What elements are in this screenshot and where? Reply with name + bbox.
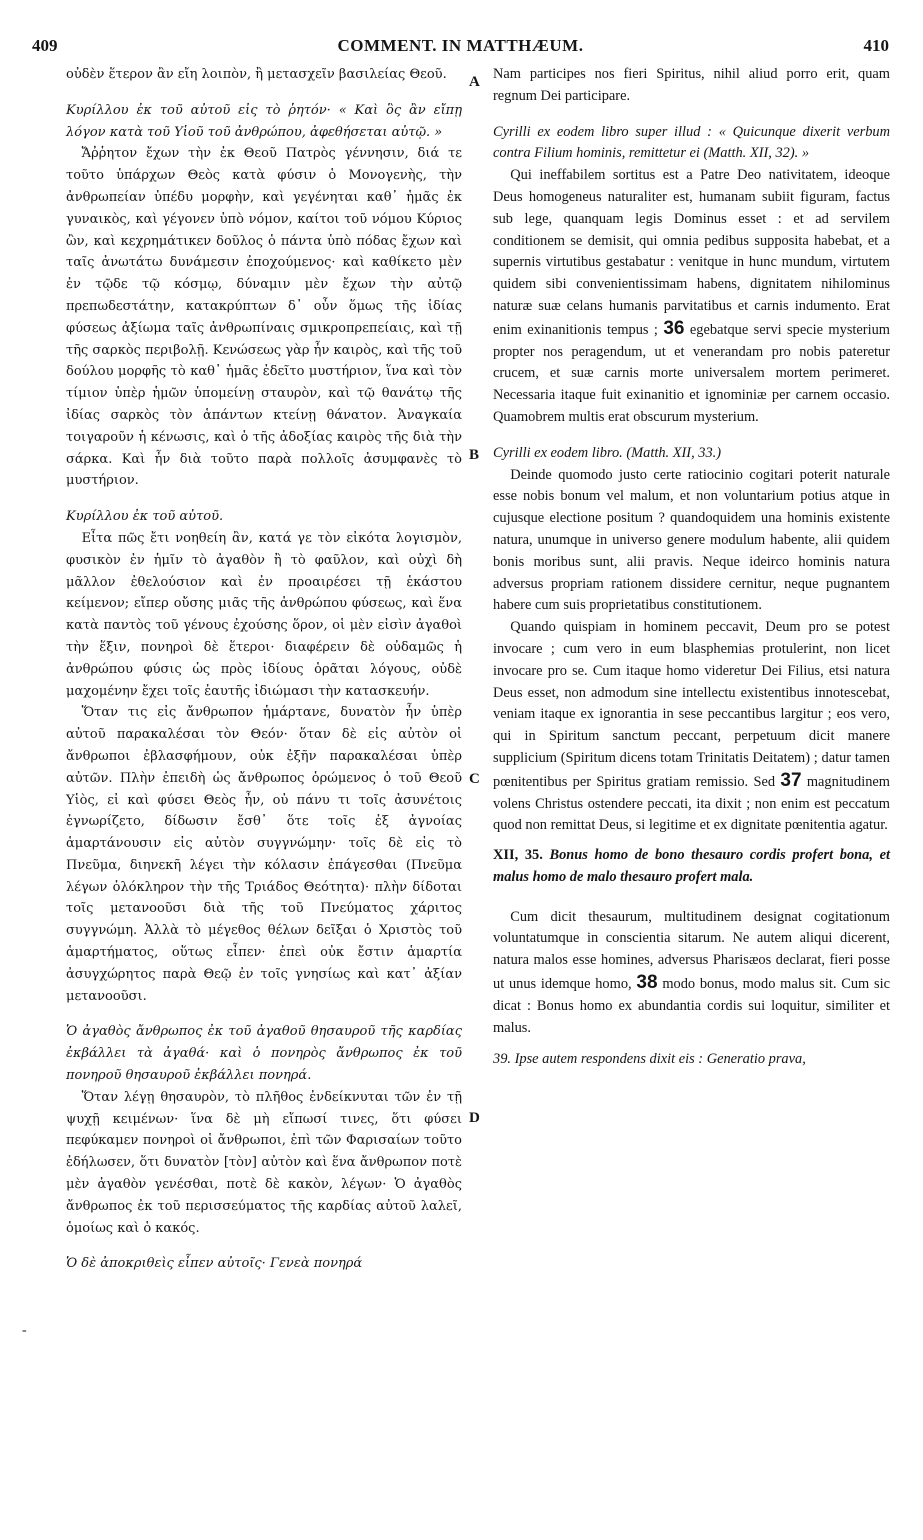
margin-letter: C — [469, 771, 480, 787]
latin-paragraph: Quando quispiam in hominem peccavit, Deum pro se potest invocare ; cum vero in eum blasphemias protulerint, non licet invocare pro se. Cum itaque homo videretur Dei Filius, etsi natura Deus esset, non admodum sine intellectu existentibus innotescebat, veniam itaque ex ignorantia in sese peccantibus largitur ; eos vero, qui in Spiritum sanctum peccant, perpetuum dicit manere supplicium (Spiritum dicens totam Trinitatis Deitatem) ; datur tamen pœnitentibus per Spiritus gratiam remissio. Sed 37 magnitudinem volens Christus ostendere peccati, ita dixit ; non enim est peccatum quod non remittat Deus, si legitime et ex dignitate pœnitentia agatur. — [493, 619, 890, 834]
latin-heading: 39. Ipse autem respondens dixit eis : Generatio prava, — [493, 1051, 806, 1068]
running-header — [32, 36, 889, 64]
margin-letter: B — [469, 447, 480, 463]
greek-heading: Κυρίλλου ἐκ τοῦ αὐτοῦ εἰς τὸ ῥητόν· « Καὶ ὃς ἂν εἴπῃ λόγον κατὰ τοῦ Υἱοῦ τοῦ ἀνθρώπου, ἀφεθήσεται αὐτῷ. » — [66, 102, 462, 140]
greek-paragraph: Ὅταν τις εἰς ἄνθρωπον ἡμάρτανε, δυνατὸν ἦν ὑπὲρ αὐτοῦ παρακαλέσαι τὸν Θεόν· ὅταν δὲ εἰς αὐτὸν οἱ ἄνθρωποι ἐβλασφήμουν, οὐκ ἐξῆν παρακαλέσαι ὑπὲρ αὐτῶν. Πλὴν ἐπειδὴ ὡς ἄνθρωπος ὁρώμενος ὁ τοῦ Θεοῦ Υἱὸς, εἰ καὶ φύσει Θεὸς ἦν, οὐ πάνυ τι τοῖς ἀσυνέτοις ἐγνωρίζετο, δίδωσιν ἔσθ᾽ ὅτε τοῖς ἐξ ἀγνοίας ἁμαρτάνουσιν εἰς αὐτὸν συγγνώμην· τοῖς δὲ εἰς τὸ Πνεῦμα, διηνεκῆ λέγει τὴν κόλασιν ἐπάγεσθαι (Πνεῦμα λέγων ὁλόκληρον τὴν τῆς Τριάδος Θεότητα)· πλὴν δίδοται τοῖς μετανοοῦσι διὰ τῆς τοῦ Πνεύματος χάριτος συγγνώμη. Ἀλλὰ τὸ μέγεθος θέλων δεῖξαι ὁ Χριστὸς τοῦ ἁμαρτήματος, οὕτως εἶπεν· ἐπεὶ οὐκ ἔστιν ἁμαρτία ἀσυγχώρητος παρὰ Θεῷ ἐν τοῖς γνησίως καὶ κατ᾽ ἀξίαν μετανοοῦσι. — [66, 705, 462, 1004]
margin-letter: A — [469, 74, 480, 90]
greek-column — [66, 64, 462, 1275]
latin-heading: Cyrilli ex eodem libro super illud : « Quicunque dixerit verbum contra Filium hominis, remittetur ei (Matth. XII, 32). » — [493, 123, 890, 162]
greek-paragraph: Ὅταν λέγῃ θησαυρὸν, τὸ πλῆθος ἐνδείκνυται τῶν ἐν τῇ ψυχῇ κειμένων· ἵνα δὲ μὴ εἴπωσί τινες, ὅτι φύσει πεφύκαμεν πονηροὶ οἱ ἄνθρωποι, ἐπὶ τῶν Φαρισαίων τοῦτο ἐδήλωσεν, ὅτι δυνατὸν [τὸν] αὐτὸν καὶ ἕνα ἄνθρωπον ποτὲ μὲν ἀγαθὸν γενέσθαι, ποτὲ δὲ κακὸν, λέγων· Ὁ ἀγαθὸς ἄνθρωπος ἐκ τοῦ περισσεύματος τῆς καρδίας αὐτοῦ λαλεῖ, ὁμοίως καὶ ὁ κακός. — [66, 1089, 462, 1236]
latin-lemma: XII, 35. Bonus homo de bono thesauro cordis profert bona, et malus homo de malo thesauro profert mala. — [493, 847, 890, 885]
greek-heading: Κυρίλλου ἐκ τοῦ αὐτοῦ. — [66, 509, 224, 525]
margin-letter: D — [469, 1110, 480, 1126]
latin-paragraph: Deinde quomodo justo certe ratiocinio cogitari poterit naturale esse nobis bonum vel malum, et non voluntarium potius atque in cujusque electione positum ? quandoquidem una hominis existente natura, unumque in universo genere modulum habente, alii quidem bonis moribus sunt, alii pravis. Neque ideirco hominis natura adversus propriam rationem dissidere cernitur, neque pugnantem habere cum suis proprietatibus constitutionem. — [493, 466, 890, 614]
latin-paragraph: Qui ineffabilem sortitus est a Patre Deo nativitatem, ideoque Deus homogeneus naturaliter est, humanam subiit figuram, factus sub lege, quanquam legis Dominus esset : et ad servilem conditionem se demisit, qui omnia pedibus supposita habebat, et a supernis virtutibus gestabatur : venitque in hunc mundum, virtutem quidem sibi convenientissimam habens, dignitatem nihilominus naturæ suæ celans humanis parvitatibus et carnis indumento. Erat enim exinanitionis tempus ; 36 egebatque servi specie mysterium propter nos peragendum, ut et venerandam pro nobis pateretur crucem, et suæ carnis morte universalem mortem perimeret. Necessaria itaque fuit exinanitio et ignominiæ per carnem occasio. Quamobrem multis erat obscurum mysterium. — [493, 167, 890, 425]
greek-heading: Ὁ ἀγαθὸς ἄνθρωπος ἐκ τοῦ ἀγαθοῦ θησαυροῦ τῆς καρδίας ἐκβάλλει τὰ ἀγαθά· καὶ ὁ πονηρὸς ἄνθρωπος ἐκ τοῦ πονηροῦ θησαυροῦ ἐκβάλλει πονηρά. — [66, 1024, 462, 1084]
page-number-right: 410 — [863, 36, 889, 55]
greek-paragraph: οὐδὲν ἕτερον ἂν εἴη λοιπὸν, ἢ μετασχεῖν βασιλείας Θεοῦ. — [66, 67, 447, 82]
latin-paragraph: Nam participes nos fieri Spiritus, nihil aliud porro erit, quam regnum Dei participare. — [493, 66, 890, 104]
greek-paragraph: Ἄῤῥητον ἔχων τὴν ἐκ Θεοῦ Πατρὸς γέννησιν, διά τε τοῦτο ὑπάρχων Θεὸς κατὰ φύσιν ὁ Μονογενὴς, τὴν ἀνθρωπείαν ὑπέδυ μορφὴν, καὶ γεγένηται καθ᾽ ἡμᾶς ἐκ γυναικὸς, καὶ γέγονεν ὑπὸ νόμον, καίτοι τοῦ νόμου Κύριος ὢν, καὶ κεχρημάτικεν δοῦλος ὁ πάντα ὑπὸ πόδας ἔχων καὶ ταῖς ἀνωτάτω δυνάμεσιν ἐποχούμενος· καὶ καθίκετο μὲν ἐν τῷδε τῷ κόσμῳ, δύναμιν μὲν ἔχων τὴν αὐτῷ πρεπωδεστάτην, κατακρύπτων δ᾽ οὖν ὅμως τῆς ἰδίας φύσεως ἀξίωμα ταῖς ἀνθρωπίναις σμικροπρεπείαις, καὶ τῇ τῆς σαρκὸς περιβολῇ. Κενώσεως γὰρ ἦν καιρὸς, καὶ τῆς τοῦ δούλου μορφῆς τὸ καθ᾽ ἡμᾶς ἐδεῖτο μυστήριον, ἵνα καὶ τὸν τίμιον ὑπὲρ ἡμῶν ὑπομείνῃ σταυρὸν, καὶ τῷ θανάτῳ τῆς ἰδίας σαρκὸς τὸν ἁπάντων κτείνῃ θάνατον. Ἀναγκαία τοιγαροῦν ἡ κένωσις, καὶ ὁ τῆς ἀδοξίας καιρὸς τῆς διὰ τὴν σάρκα. Καὶ ἦν διὰ τοῦτο παρὰ πολλοῖς ἀσυμφανὲς τὸ μυστήριον. — [66, 146, 462, 489]
latin-column — [493, 64, 890, 1071]
greek-paragraph: Εἶτα πῶς ἔτι νοηθείη ἂν, κατά γε τὸν εἰκότα λογισμὸν, φυσικὸν ἐν ἡμῖν τὸ ἀγαθὸν ἢ τὸ φαῦλον, καὶ οὐχὶ δὴ μᾶλλον ἐθελούσιον καὶ ἐν προαιρέσει τῇ ἑκάστου κείμενον; εἴπερ οὔσης μιᾶς τῆς ἀνθρώπου φύσεως, καὶ ἕνα κατὰ παντὸς τοῦ γένους ἐχούσης ὅρον, οἱ μὲν εἰσὶν ἀγαθοὶ τὴν ἕξιν, πονηροὶ δὲ ἕτεροι· διαφέρειν δὲ οὐδαμῶς ἡ ἀνθρώπου φύσις ὡς πρὸς ἰδίους ὁρᾶται λόγους, οὐδὲ μαχομένην ἔχει τοῖς ἑαυτῆς ἰδιώμασι τὴν κατασκευήν. — [66, 530, 462, 699]
latin-paragraph: Cum dicit thesaurum, multitudinem designat cogitationum voluntatumque in conscientia sitarum. Ne autem aliqui dicerent, natura malos esse homines, adversus Pharisæos declarat, fieri posse ut unus idemque homo, 38 modo bonus, modo malus sit. Cum sic dicat : Bonus homo ex abundantia cordis sui loquitur, similiter et malus. — [493, 908, 890, 1036]
column-number: 36 — [663, 317, 685, 339]
column-number: 37 — [780, 769, 802, 791]
running-title: COMMENT. IN MATTHÆUM. — [337, 36, 584, 55]
greek-heading: Ὁ δὲ ἀποκριθεὶς εἶπεν αὐτοῖς· Γενεὰ πονηρά — [66, 1256, 363, 1272]
latin-heading: Cyrilli ex eodem libro. (Matth. XII, 33.) — [493, 444, 722, 461]
margin-dash-mark: - — [22, 1323, 27, 1338]
column-number: 38 — [636, 972, 658, 994]
page-number-left: 409 — [32, 36, 58, 55]
